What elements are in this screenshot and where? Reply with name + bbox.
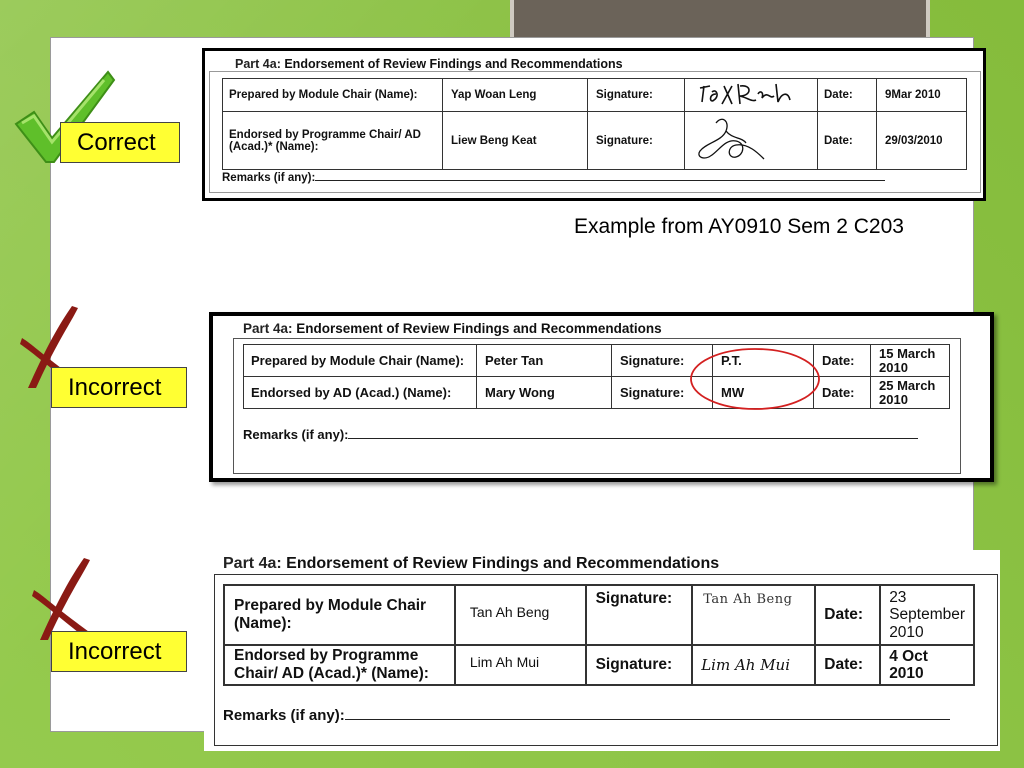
date-cell <box>880 645 974 685</box>
remarks-line <box>345 719 950 720</box>
signature-label-cell <box>588 112 685 170</box>
role-text: Prepared by Module Chair (Name): <box>251 352 465 368</box>
remarks-label: Remarks (if any): <box>243 427 349 442</box>
role-text: Prepared by Module Chair (Name): <box>229 89 418 101</box>
role-text: Prepared by Module Chair (Name): <box>234 597 427 632</box>
verdict-label-incorrect <box>51 631 187 672</box>
typed-signature: MW <box>721 385 745 400</box>
role-text: Endorsed by Programme Chair/ AD (Acad.)* (Name): <box>229 128 421 153</box>
date-label: Date: <box>824 606 864 623</box>
date-text: 15 March 2010 <box>879 345 936 375</box>
signature-label-cell <box>586 645 693 685</box>
signature-label-cell <box>586 585 693 645</box>
signature-cell <box>692 585 815 645</box>
verdict-text: Incorrect <box>68 373 162 401</box>
name-cell <box>477 345 612 377</box>
signature-cell <box>685 79 818 112</box>
typed-signature: P.T. <box>721 353 742 368</box>
form-title <box>223 555 719 573</box>
date-label-cell <box>815 585 880 645</box>
remarks-line <box>315 180 885 181</box>
signature-label: Signature: <box>620 385 685 400</box>
date-label-cell <box>818 112 877 170</box>
date-cell <box>877 112 967 170</box>
form-title-prefix: Part 4a: <box>223 555 282 572</box>
form-title-text: Endorsement of Review Findings and Recommendations <box>286 555 720 572</box>
remarks-field <box>223 707 950 724</box>
role-cell <box>223 112 443 170</box>
name-cell <box>455 585 586 645</box>
date-cell <box>871 345 950 377</box>
form-title <box>243 321 662 336</box>
form-title-prefix: Part 4a: <box>235 57 281 71</box>
name-text: Mary Wong <box>485 385 555 400</box>
date-cell <box>880 585 974 645</box>
date-label-cell <box>818 79 877 112</box>
name-text: Liew Beng Keat <box>451 134 537 147</box>
date-label: Date: <box>824 89 853 101</box>
role-cell <box>244 345 477 377</box>
name-text: Peter Tan <box>485 353 544 368</box>
date-label: Date: <box>824 656 864 673</box>
typed-signature: Lim Ah Mui <box>701 656 791 674</box>
signature-label: Signature: <box>596 89 653 101</box>
form-title-text: Endorsement of Review Findings and Recommendations <box>284 57 623 71</box>
highlight-circle-icon <box>687 346 823 412</box>
signature-label: Signature: <box>595 590 673 607</box>
form-title-prefix: Part 4a: <box>243 321 293 336</box>
form-title-text: Endorsement of Review Findings and Recommendations <box>296 321 662 336</box>
remarks-field <box>222 172 885 184</box>
date-text: 25 March 2010 <box>879 377 936 407</box>
date-text: 9Mar 2010 <box>885 89 941 101</box>
remarks-line <box>348 438 918 439</box>
date-label: Date: <box>824 134 853 147</box>
form-example-correct <box>202 48 986 201</box>
form-example-incorrect-typed <box>204 550 1000 751</box>
verdict-text: Correct <box>77 128 156 156</box>
date-text: 4 Oct 2010 <box>889 647 928 682</box>
verdict-label-incorrect <box>51 367 187 408</box>
name-cell <box>455 645 586 685</box>
role-cell <box>224 645 455 685</box>
date-label-cell <box>815 645 880 685</box>
endorsement-table <box>223 584 975 686</box>
name-cell <box>477 377 612 409</box>
verdict-label-correct <box>60 122 180 163</box>
signature-cell <box>692 645 815 685</box>
name-text: Lim Ah Mui <box>469 654 540 670</box>
signature-label: Signature: <box>596 134 653 147</box>
name-text: Tan Ah Beng <box>469 604 550 620</box>
handwritten-signature <box>686 80 816 110</box>
date-label: Date: <box>822 385 855 400</box>
name-cell <box>443 112 588 170</box>
verdict-text: Incorrect <box>68 637 162 665</box>
role-text: Endorsed by AD (Acad.) (Name): <box>251 384 452 400</box>
signature-label: Signature: <box>595 656 673 673</box>
endorsement-table <box>222 78 967 170</box>
date-cell <box>871 377 950 409</box>
role-cell <box>224 585 455 645</box>
name-cell <box>443 79 588 112</box>
signature-label-cell <box>588 79 685 112</box>
form-title <box>235 57 623 71</box>
date-cell <box>877 79 967 112</box>
example-caption: Example from AY0910 Sem 2 C203 <box>574 215 904 238</box>
date-text: 23 September 2010 <box>889 589 966 641</box>
remarks-field <box>243 427 918 442</box>
date-text: 29/03/2010 <box>885 134 943 147</box>
handwritten-signature <box>686 113 816 168</box>
name-text: Yap Woan Leng <box>451 89 537 101</box>
role-cell <box>223 79 443 112</box>
form-example-incorrect-initials <box>209 312 994 482</box>
endorsement-table <box>243 344 950 409</box>
signature-label: Signature: <box>620 353 685 368</box>
signature-cell <box>685 112 818 170</box>
role-cell <box>244 377 477 409</box>
remarks-label: Remarks (if any): <box>222 172 316 184</box>
role-text: Endorsed by Programme Chair/ AD (Acad.)* (Name): <box>234 647 429 682</box>
remarks-label: Remarks (if any): <box>223 707 345 724</box>
typed-signature: Tan Ah Beng <box>703 592 793 607</box>
date-label: Date: <box>822 353 855 368</box>
